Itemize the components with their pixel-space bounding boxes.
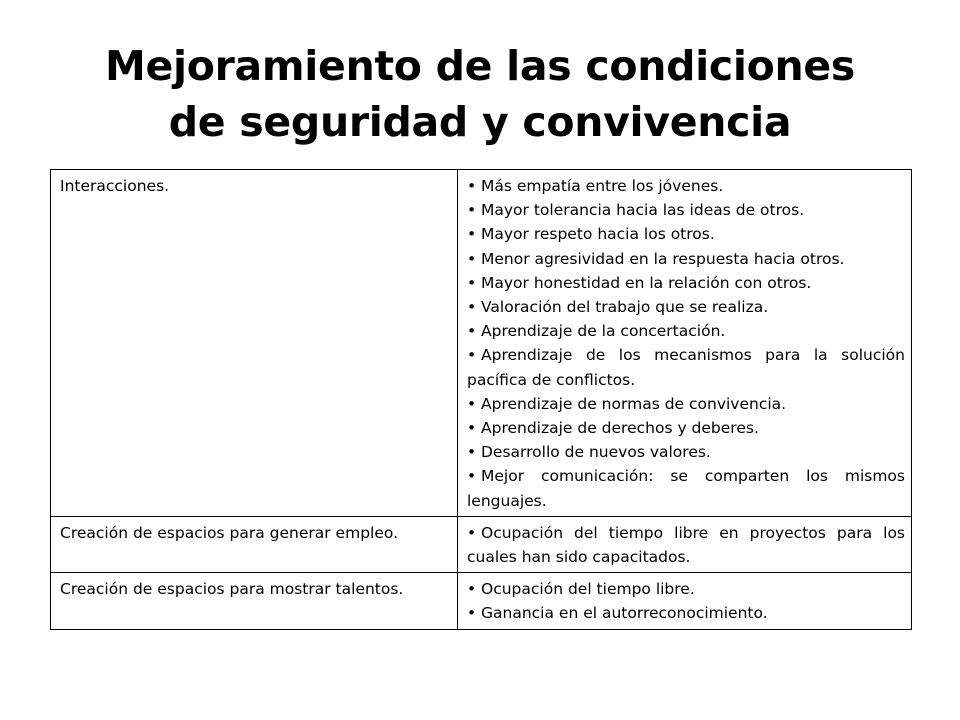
bullet-icon: • — [467, 443, 477, 462]
list-item — [467, 464, 905, 512]
list-item — [467, 198, 905, 222]
list-item-text: Mayor honestidad en la relación con otros. — [481, 273, 812, 292]
list-item-text: Valoración del trabajo que se realiza. — [481, 298, 769, 317]
table-row — [51, 170, 912, 517]
bullet-icon: • — [467, 346, 477, 365]
bullet-icon: • — [467, 604, 477, 623]
bullet-icon: • — [467, 467, 477, 486]
outcome-list — [467, 521, 905, 569]
conditions-table — [50, 169, 912, 630]
outcomes-cell — [458, 170, 912, 517]
list-item-text: Mayor respeto hacia los otros. — [481, 225, 715, 244]
list-item — [467, 247, 905, 271]
list-item-text: Más empatía entre los jóvenes. — [481, 177, 724, 195]
list-item — [467, 295, 905, 319]
list-item-text: Aprendizaje de la concertación. — [481, 322, 726, 341]
bullet-icon: • — [467, 177, 477, 195]
list-item — [467, 601, 905, 625]
list-item — [467, 577, 905, 601]
list-item — [467, 392, 905, 416]
outcome-list — [467, 577, 905, 625]
bullet-icon: • — [467, 322, 477, 341]
slide-title — [0, 38, 960, 150]
list-item-text: Ganancia en el autorreconocimiento. — [481, 604, 768, 623]
bullet-icon: • — [467, 201, 477, 220]
bullet-icon: • — [467, 523, 477, 542]
list-item-text: Mejor comunicación: se comparten los mismos lenguajes. — [467, 467, 905, 510]
list-item — [467, 222, 905, 246]
list-item-text: Desarrollo de nuevos valores. — [481, 443, 711, 462]
bullet-icon: • — [467, 298, 477, 317]
table-row — [51, 573, 912, 629]
slide-title-line-2: de seguridad y convivencia — [168, 98, 792, 146]
category-cell: Interacciones. — [51, 170, 458, 517]
list-item — [467, 319, 905, 343]
list-item — [467, 440, 905, 464]
slide-title-line-1: Mejoramiento de las condiciones — [104, 42, 856, 90]
list-item-text: Menor agresividad en la respuesta hacia otros. — [481, 249, 845, 268]
table-row — [51, 516, 912, 572]
bullet-icon: • — [467, 225, 477, 244]
list-item — [467, 174, 905, 198]
outcome-list — [467, 174, 905, 513]
category-cell: Creación de espacios para mostrar talentos. — [51, 573, 458, 629]
bullet-icon: • — [467, 249, 477, 268]
list-item-text: Ocupación del tiempo libre. — [481, 580, 695, 599]
list-item-text: Aprendizaje de los mecanismos para la solución pacífica de conflictos. — [467, 346, 905, 389]
bullet-icon: • — [467, 580, 477, 599]
bullet-icon: • — [467, 419, 477, 438]
list-item-text: Aprendizaje de normas de convivencia. — [481, 394, 787, 413]
list-item — [467, 416, 905, 440]
list-item — [467, 521, 905, 569]
list-item-text: Ocupación del tiempo libre en proyectos para los cuales han sido capacitados. — [467, 523, 905, 567]
list-item — [467, 343, 905, 391]
list-item — [467, 271, 905, 295]
outcomes-cell — [458, 573, 912, 629]
outcomes-cell — [458, 516, 912, 572]
category-cell: Creación de espacios para generar empleo. — [51, 516, 458, 572]
bullet-icon: • — [467, 273, 477, 292]
list-item-text: Aprendizaje de derechos y deberes. — [481, 419, 759, 438]
bullet-icon: • — [467, 394, 477, 413]
list-item-text: Mayor tolerancia hacia las ideas de otros. — [481, 201, 805, 220]
table-body — [51, 170, 912, 630]
